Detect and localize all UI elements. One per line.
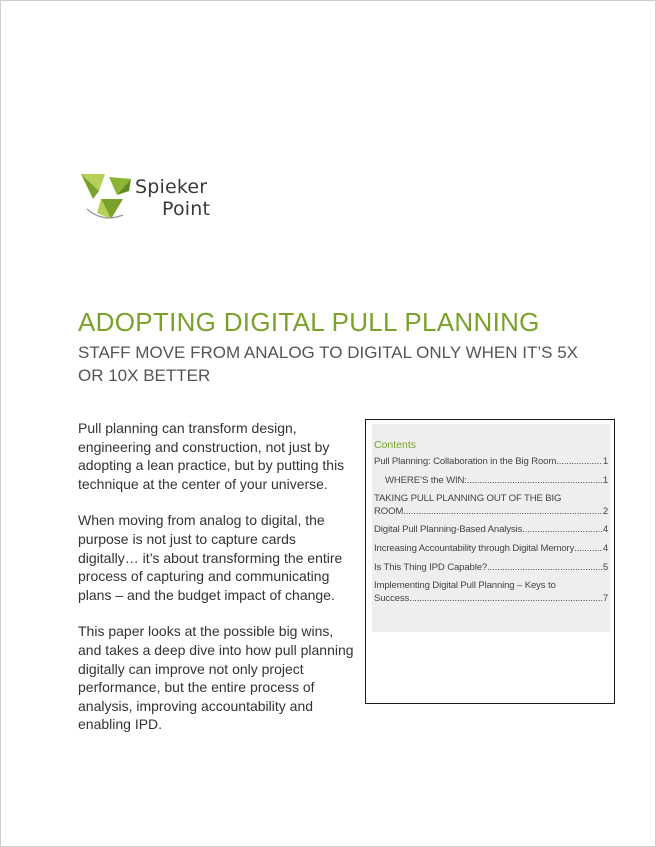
toc-entry[interactable] [374,524,608,537]
document-subtitle: STAFF MOVE FROM ANALOG TO DIGITAL ONLY WHEN IT’S 5X OR 10X BETTER [78,343,579,385]
toc-entry[interactable] [374,493,608,518]
intro-text-column [78,419,360,752]
toc-entry-title: WHERE’S the WIN: [385,474,467,486]
intro-paragraph: This paper looks at the possible big wins, and takes a deep dive into how pull planning digitally can improve not only project performance, but the entire process of analysis, improving accountability and enabling IPD. [78,623,354,733]
toc-entry-page: 1 [602,456,608,467]
intro-paragraph: Pull planning can transform design, engineering and construction, not just by adopting a lean practice, but by putting this technique at the center of your universe. [78,420,345,492]
toc-entry-page: 5 [602,561,608,573]
toc-entry-page: 7 [602,592,608,604]
spieker-point-logo [79,169,229,223]
toc-entry-page: 1 [602,474,608,486]
toc-entry[interactable] [374,562,608,575]
logo-mark-icon [79,169,137,223]
toc-entry[interactable] [374,543,608,556]
toc-entry[interactable] [374,475,608,488]
toc-leader-dots [487,562,602,575]
toc-entry-page: 4 [602,524,608,536]
toc-heading: Contents [374,439,417,451]
toc-leader-dots [467,475,602,488]
toc-entry-title: TAKING PULL PLANNING OUT OF THE BIG [374,493,562,505]
toc-entry-title-cont: Success [374,592,410,604]
toc-entry-title: Implementing Digital Pull Planning – Keys to [374,580,556,592]
toc-entry-page: 4 [602,542,608,554]
toc-leader-dots [403,506,602,519]
toc-leader-dots [556,456,602,469]
toc-entry[interactable] [374,456,608,469]
table-of-contents-panel [372,424,610,632]
logo-word-point: Point [162,198,211,220]
toc-entry-title: Digital Pull Planning-Based Analysis [374,524,523,536]
toc-entry-title: Is This Thing IPD Capable? [374,561,488,573]
table-of-contents-box [365,419,615,704]
toc-leader-dots [574,543,602,556]
toc-entry-title: Pull Planning: Collaboration in the Big Room [374,456,557,467]
toc-entry-title: Increasing Accountability through Digital Memory [374,542,575,554]
toc-entry-title-cont: ROOM [374,505,404,517]
toc-leader-dots [522,524,602,537]
intro-paragraph: When moving from analog to digital, the purpose is not just to capture cards digitally… it’s about transforming the entire process of capturing and communicating plans – and the budget impact of change. [78,512,343,603]
toc-list [374,456,608,611]
toc-entry[interactable] [374,580,608,605]
document-title: ADOPTING DIGITAL PULL PLANNING [78,307,540,337]
toc-leader-dots [409,593,602,606]
toc-entry-page: 2 [602,505,608,517]
logo-word-spieker: Spieker [135,176,208,198]
